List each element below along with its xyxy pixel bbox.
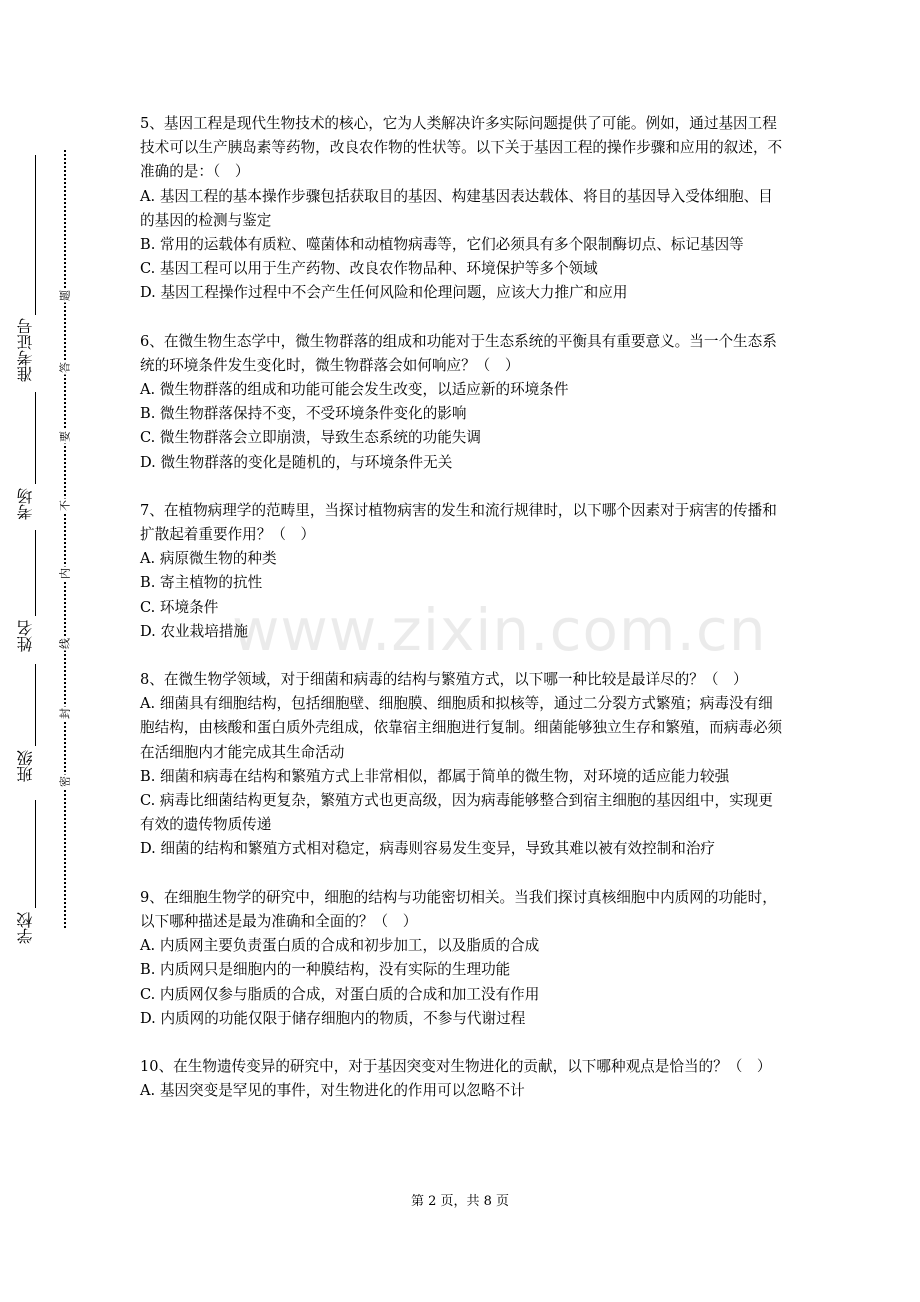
question-stem: 7、在植物病理学的范畴里，当探讨植物病害的发生和流行规律时，以下哪个因素对于病害的传播和扩散起着重要作用？（ ）	[140, 501, 777, 544]
question-9	[140, 886, 785, 1031]
question-8	[140, 668, 785, 862]
seal-char-da: 答	[58, 362, 72, 373]
option-d: D. 细菌的结构和繁殖方式相对稳定，病毒则容易发生变异，导致其难以被有效控制和治疗	[140, 840, 716, 858]
seal-char-ti: 题	[58, 290, 72, 301]
question-stem: 5、基因工程是现代生物技术的核心，它为人类解决许多实际问题提供了可能。例如，通过基因工程技术可以生产胰岛素等药物，改良农作物的性状等。以下关于基因工程的操作步骤和应用的叙述，不准确的是：（ ）	[140, 115, 783, 181]
option-d: D. 微生物群落的变化是随机的，与环境条件无关	[140, 453, 453, 471]
option-c: C. 环境条件	[140, 598, 219, 616]
exam-id-line	[35, 155, 36, 315]
seal-char-yao: 要	[58, 431, 72, 442]
option-a: A. 细菌具有细胞结构，包括细胞壁、细胞膜、细胞质和拟核等，通过二分裂方式繁殖；病毒没有细胞结构，由核酸和蛋白质外壳组成，依靠宿主细胞进行复制。细菌能够独立生存和繁殖，而病毒必须在活细胞内才能完成其生命活动	[140, 695, 783, 761]
exam-id-label: 准考证号	[16, 318, 35, 382]
school-label: 学校	[16, 912, 35, 944]
question-7	[140, 499, 785, 644]
name-label: 姓名	[16, 620, 35, 652]
name-line	[35, 530, 36, 616]
option-b: B. 寄主植物的抗性	[140, 574, 263, 592]
option-b: B. 微生物群落保持不变，不受环境条件变化的影响	[140, 405, 467, 423]
question-list	[140, 112, 785, 1103]
option-a: A. 病原微生物的种类	[140, 550, 277, 568]
option-d: D. 农业栽培措施	[140, 622, 249, 640]
seal-char-nei: 内	[58, 568, 72, 579]
school-line	[35, 800, 36, 908]
option-c: C. 病毒比细菌结构更复杂，繁殖方式也更高级，因为病毒能够整合到宿主细胞的基因组中，实现更有效的遗传物质传递	[140, 792, 773, 834]
question-6	[140, 330, 785, 475]
option-a: A. 基因工程的基本操作步骤包括获取目的基因、构建基因表达载体、将目的基因导入受体细胞、目的基因的检测与鉴定	[140, 187, 773, 229]
question-stem: 6、在微生物生态学中，微生物群落的组成和功能对于生态系统的平衡具有重要意义。当一个生态系统的环境条件发生变化时，微生物群落会如何响应？（ ）	[140, 332, 777, 374]
seal-char-bu: 不	[58, 500, 72, 511]
option-d: D. 内质网的功能仅限于储存细胞内的物质，不参与代谢过程	[140, 1009, 526, 1027]
option-d: D. 基因工程操作过程中不会产生任何风险和伦理问题，应该大力推广和应用	[140, 284, 628, 302]
question-5	[140, 112, 785, 306]
option-c: C. 基因工程可以用于生产药物、改良农作物品种、环境保护等多个领域	[140, 260, 598, 278]
option-c: C. 微生物群落会立即崩溃，导致生态系统的功能失调	[140, 429, 481, 447]
option-b: B. 细菌和病毒在结构和繁殖方式上非常相似，都属于简单的微生物，对环境的适应能力较强	[140, 767, 730, 785]
question-10	[140, 1055, 785, 1103]
class-line	[35, 664, 36, 746]
exam-room-label: 考场	[16, 488, 35, 520]
option-b: B. 常用的运载体有质粒、噬菌体和动植物病毒等，它们必须具有多个限制酶切点、标记基因等	[140, 236, 744, 254]
option-c: C. 内质网仅参与脂质的合成，对蛋白质的合成和加工没有作用	[140, 985, 540, 1003]
exam-room-line	[35, 392, 36, 484]
class-label: 班级	[16, 750, 35, 782]
question-stem: 9、在细胞生物学的研究中，细胞的结构与功能密切相关。当我们探讨真核细胞中内质网的功能时，以下哪种描述是最为准确和全面的？（ ）	[140, 888, 777, 930]
seal-char-feng: 封	[58, 708, 72, 719]
question-stem: 8、在微生物学领域，对于细菌和病毒的结构与繁殖方式，以下哪一种比较是最详尽的？（ ）	[140, 671, 748, 689]
watermark: www.zixin.com.cn	[232, 596, 767, 664]
seal-char-mi: 密	[58, 776, 72, 787]
question-stem: 10、在生物遗传变异的研究中，对于基因突变对生物进化的贡献，以下哪种观点是恰当的？（ ）	[140, 1057, 772, 1075]
option-a: A. 内质网主要负责蛋白质的合成和初步加工，以及脂质的合成	[140, 937, 540, 955]
seal-char-xian: 线	[58, 638, 72, 649]
option-a: A. 基因突变是罕见的事件，对生物进化的作用可以忽略不计	[140, 1082, 525, 1100]
page-footer: 第 2 页，共 8 页	[410, 1194, 510, 1209]
seal-dotted-line	[64, 150, 66, 928]
option-b: B. 内质网只是细胞内的一种膜结构，没有实际的生理功能	[140, 961, 511, 979]
option-a: A. 微生物群落的组成和功能可能会发生改变，以适应新的环境条件	[140, 381, 569, 399]
